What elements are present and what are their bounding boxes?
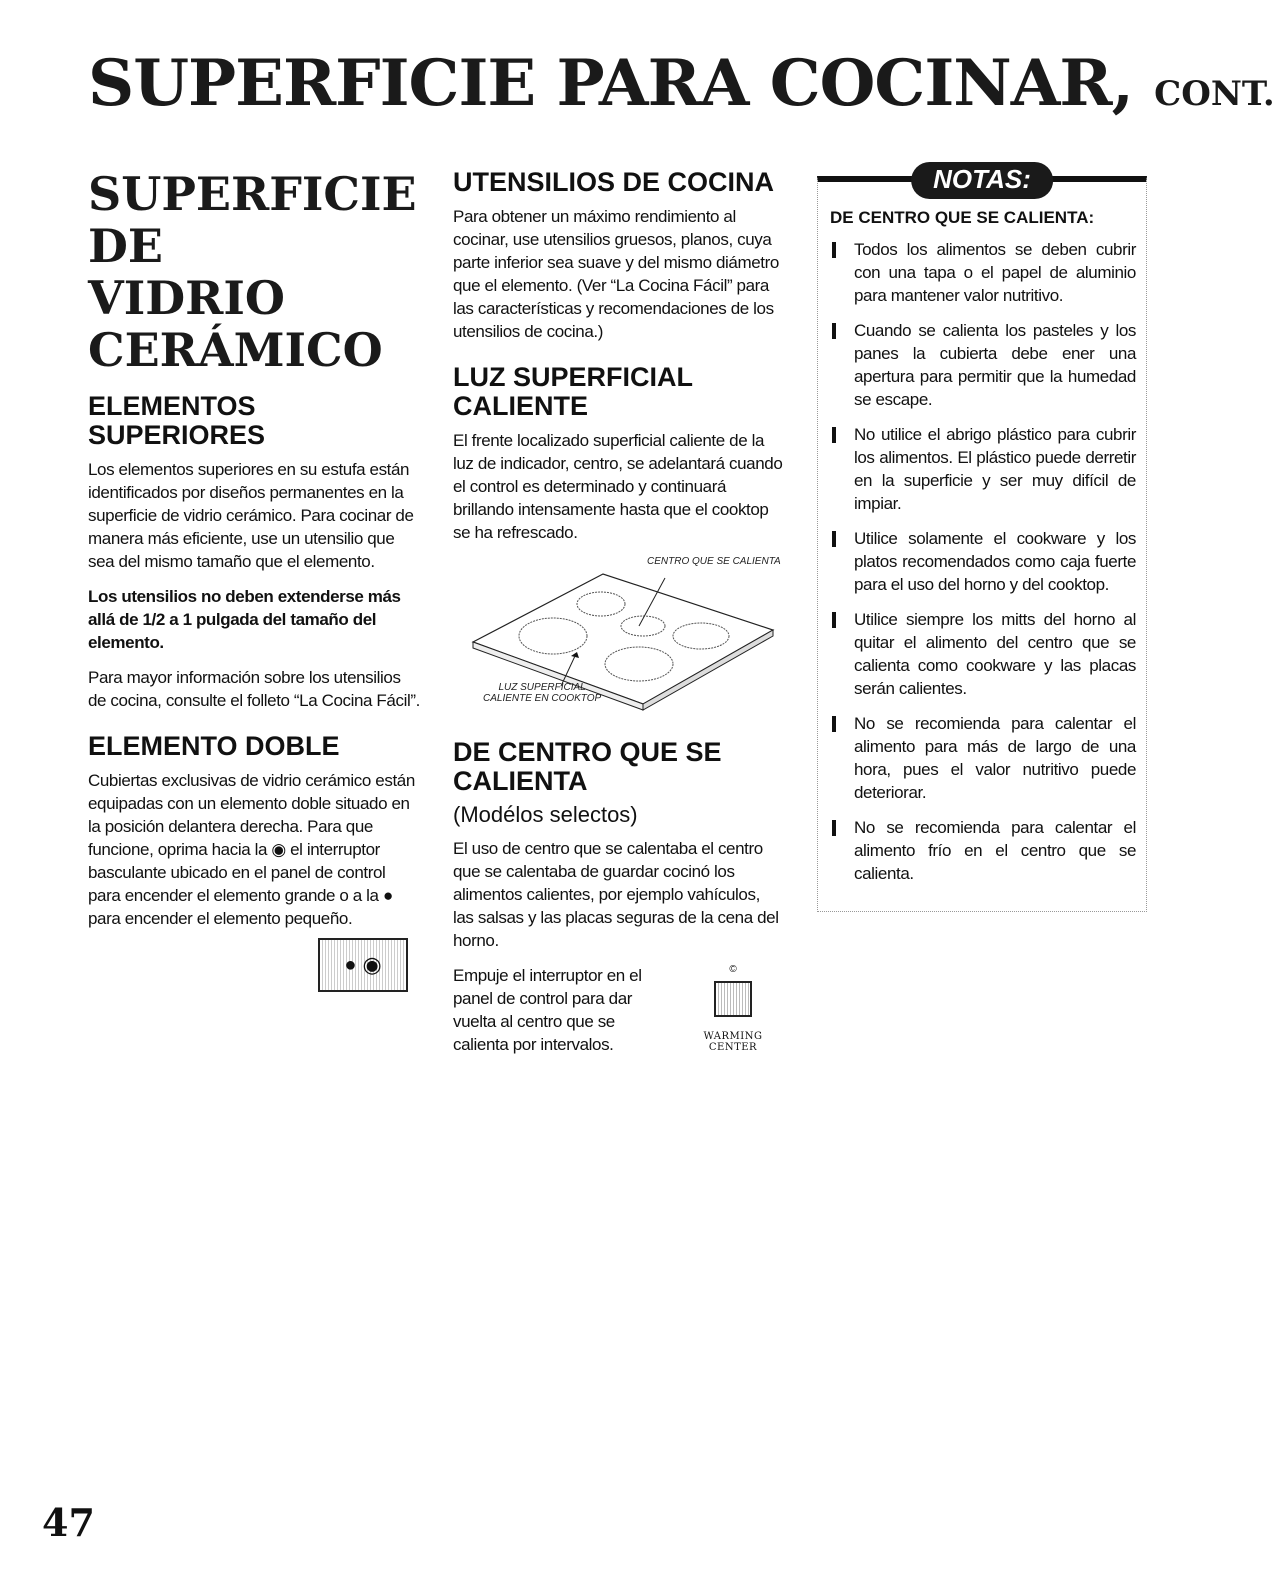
page-header-suffix: CONT. bbox=[1154, 74, 1275, 114]
elements-paragraph-1: Los elementos superiores en su estufa están identificados por diseños permanentes en la superficie de vidrio cerámico. Para cocinar de manera más eficiente, use un utensilio que sea del mismo tamaño que el elemento. bbox=[88, 460, 414, 571]
list-item bbox=[830, 527, 1136, 596]
left-column bbox=[88, 168, 420, 992]
bullet-icon bbox=[832, 242, 836, 258]
double-element-block bbox=[88, 769, 420, 992]
bullet-icon bbox=[832, 612, 836, 628]
bullet-icon bbox=[832, 323, 836, 339]
warming-center-label: CENTRO QUE SE CALIENTA bbox=[647, 556, 781, 567]
note-text: No se recomienda para calentar el alimento para más de largo de una hora, pues el valor nutritivo puede deteriorar. bbox=[854, 714, 1136, 802]
utensils-paragraph: Para obtener un máximo rendimiento al cocinar, use utensilios gruesos, planos, cuya parte inferior sea suave y del mismo diámetro que el elemento. (Ver “La Cocina Fácil” para las características y recomendaciones de los utensilios de cocina.) bbox=[453, 207, 779, 341]
warming-switch-icon bbox=[714, 981, 752, 1017]
elements-paragraph-2: Los utensilios no deben extenderse más allá de 1/2 a 1 pulgada del tamaño del elemento. bbox=[88, 587, 401, 652]
warming-center-subtitle: (Modélos selectos) bbox=[453, 802, 638, 827]
notes-box bbox=[817, 164, 1147, 912]
bullet-icon bbox=[832, 820, 836, 836]
list-item bbox=[830, 423, 1136, 515]
bullet-icon bbox=[832, 427, 836, 443]
list-item bbox=[830, 816, 1136, 885]
page-number: 47 bbox=[42, 1500, 95, 1545]
warming-center-switch bbox=[683, 964, 783, 1053]
cooktop-diagram bbox=[453, 556, 783, 716]
note-text: No utilice el abrigo plástico para cubrir los alimentos. El plástico puede derretir en la superficie y ser muy difícil de impiar. bbox=[854, 425, 1136, 513]
hot-surface-light-label-1: LUZ SUPERFICIAL bbox=[498, 682, 586, 693]
warming-indicator-icon: © bbox=[729, 964, 737, 975]
note-text: Utilice solamente el cookware y los platos recomendados como caja fuerte para el uso del horno y del cooktop. bbox=[854, 529, 1136, 594]
page-header-comma: , bbox=[1111, 46, 1133, 121]
notes-heading: DE CENTRO QUE SE CALIENTA: bbox=[830, 208, 1095, 227]
double-element-heading: ELEMENTO DOBLE bbox=[88, 731, 340, 761]
page-header bbox=[88, 46, 1275, 121]
section-title bbox=[88, 168, 420, 376]
elements-heading: ELEMENTOS SUPERIORES bbox=[88, 391, 266, 450]
hot-surface-paragraph: El frente localizado superficial caliente de la luz de indicador, centro, se adelantará cuando el control es determinado y continuará brillando intensamente hasta que el cooktop se ha refrescado. bbox=[453, 431, 783, 542]
utensils-heading: UTENSILIOS DE COCINA bbox=[453, 167, 775, 197]
list-item bbox=[830, 238, 1136, 307]
notes-list bbox=[830, 238, 1136, 885]
warming-center-heading: DE CENTRO QUE SE CALIENTA bbox=[453, 737, 722, 796]
note-text: Utilice siempre los mitts del horno al quitar el alimento del centro que se calienta como cookware y las placas serán calientes. bbox=[854, 610, 1136, 698]
elements-paragraph-3: Para mayor información sobre los utensilios de cocina, consulte el folleto “La Cocina Fácil”. bbox=[88, 668, 420, 710]
notes-badge: NOTAS: bbox=[911, 162, 1053, 199]
section-title-line-2: VIDRIO CERÁMICO bbox=[88, 271, 383, 377]
bullet-icon bbox=[832, 716, 836, 732]
hot-surface-light-label-2: CALIENTE EN COOKTOP bbox=[483, 693, 602, 704]
note-text: Todos los alimentos se deben cubrir con una tapa o el papel de aluminio para mantener valor nutritivo. bbox=[854, 240, 1136, 305]
hot-surface-heading: LUZ SUPERFICIAL CALIENTE bbox=[453, 362, 693, 421]
note-text: No se recomienda para calentar el alimento frío en el centro que se calienta. bbox=[854, 818, 1136, 883]
middle-column bbox=[453, 168, 783, 1068]
warming-center-caption: WARMING CENTER bbox=[703, 1031, 763, 1053]
note-text: Cuando se calienta los pasteles y los panes la cubierta debe ener una apertura para permitir que la humedad se escape. bbox=[854, 321, 1136, 409]
list-item bbox=[830, 608, 1136, 700]
small-element-dot-icon: ● bbox=[344, 953, 357, 976]
hot-surface-light-label bbox=[483, 682, 601, 704]
double-element-paragraph: Cubiertas exclusivas de vidrio cerámico están equipadas con un elemento doble situado en la posición delantera derecha. Para que funcione, oprima hacia la ◉ el interruptor basculante ubicado en el panel de control para encender el elemento grande o a la ● para encender el elemento pequeño. bbox=[88, 771, 415, 928]
list-item bbox=[830, 319, 1136, 411]
large-element-ring-icon: ◉ bbox=[362, 952, 382, 977]
section-title-line-1: SUPERFICIE DE bbox=[88, 167, 417, 273]
warming-center-paragraph-1: El uso de centro que se calentaba el centro que se calentaba de guardar cocinó los alimentos calientes, por ejemplo vahículos, las salsas y las placas seguras de la cena del horno. bbox=[453, 839, 779, 950]
warming-center-paragraph-2: Empuje el interruptor en el panel de control para dar vuelta al centro que se calienta por intervalos. bbox=[453, 966, 642, 1054]
bullet-icon bbox=[832, 531, 836, 547]
rocker-switch-icon bbox=[318, 938, 408, 992]
page-header-title: SUPERFICIE PARA COCINAR bbox=[88, 46, 1112, 121]
warming-center-block bbox=[453, 964, 783, 1056]
list-item bbox=[830, 712, 1136, 804]
right-column bbox=[817, 164, 1147, 912]
